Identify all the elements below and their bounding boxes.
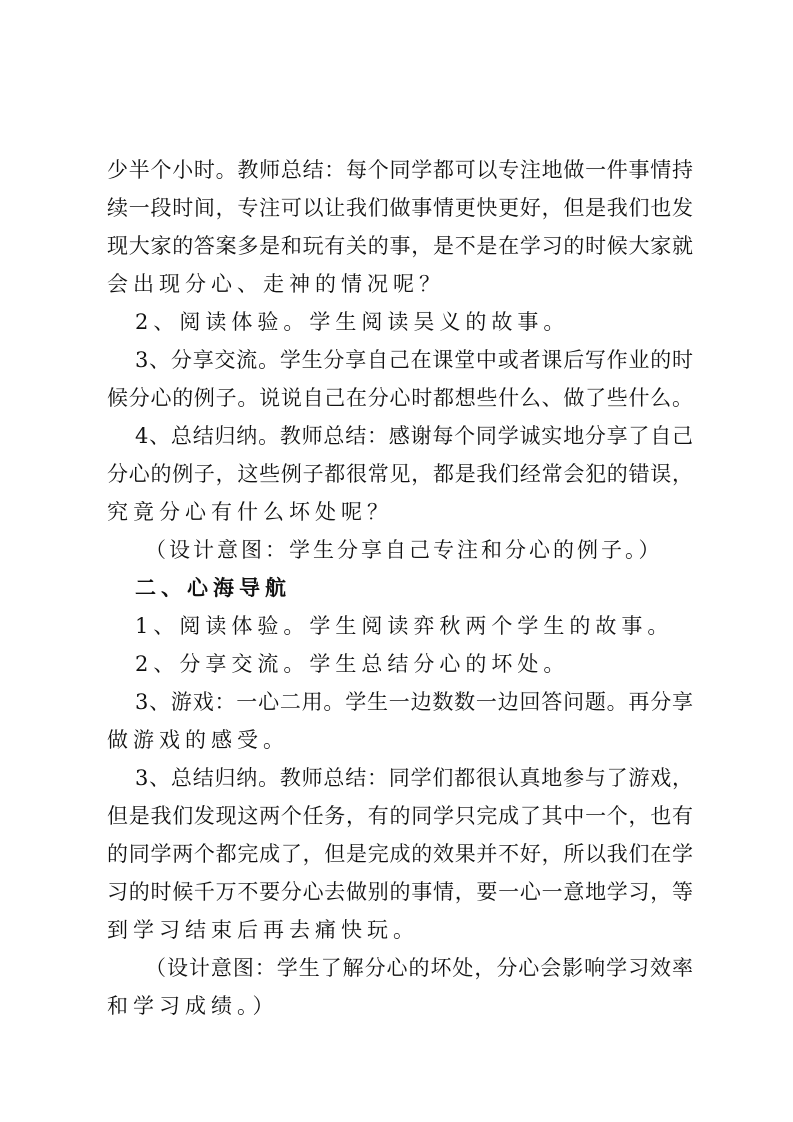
- paragraph-line: 的同学两个都完成了，但是完成的效果并不好，所以我们在学: [107, 842, 693, 866]
- paragraph-line: 3、游戏：一心二用。学生一边数数一边回答问题。再分享: [135, 690, 693, 714]
- paragraph-line: 但是我们发现这两个任务，有的同学只完成了其中一个，也有: [107, 804, 693, 828]
- paragraph-line: 现大家的答案多是和玩有关的事，是不是在学习的时候大家就: [107, 234, 693, 258]
- section-heading: 二、心海导航: [135, 575, 291, 600]
- paragraph-line: 候分心的例子。说说自己在分心时都想些什么、做了些什么。: [107, 386, 693, 410]
- paragraph-line: 4、总结归纳。教师总结：感谢每个同学诚实地分享了自己: [135, 424, 693, 448]
- paragraph-line: 2、阅读体验。学生阅读吴义的故事。: [135, 310, 570, 334]
- paragraph-line: 少半个小时。教师总结：每个同学都可以专注地做一件事情持: [107, 158, 693, 182]
- paragraph-line: 分心的例子，这些例子都很常见，都是我们经常会犯的错误，: [107, 462, 693, 486]
- paragraph-line: 3、总结归纳。教师总结：同学们都很认真地参与了游戏，: [135, 766, 693, 790]
- paragraph-line: 习的时候千万不要分心去做别的事情，要一心一意地学习，等: [107, 880, 693, 904]
- paragraph-line: 2、分享交流。学生总结分心的坏处。: [135, 652, 570, 676]
- paragraph-line: 做游戏的感受。: [107, 728, 289, 752]
- design-intent-note: （设计意图：学生了解分心的坏处，分心会影响学习效率: [145, 956, 693, 980]
- paragraph-line: 1、阅读体验。学生阅读弈秋两个学生的故事。: [135, 614, 674, 638]
- paragraph-line: 到学习结束后再去痛快玩。: [107, 918, 419, 942]
- paragraph-line: 究竟分心有什么坏处呢？: [107, 500, 393, 524]
- design-intent-note: 和学习成绩。）: [107, 994, 279, 1018]
- paragraph-line: 续一段时间，专注可以让我们做事情更快更好，但是我们也发: [107, 196, 693, 220]
- paragraph-line: 3、分享交流。学生分享自己在课堂中或者课后写作业的时: [135, 348, 693, 372]
- design-intent-note: （设计意图：学生分享自己专注和分心的例子。）: [145, 538, 663, 562]
- paragraph-line: 会出现分心、走神的情况呢？: [107, 272, 445, 296]
